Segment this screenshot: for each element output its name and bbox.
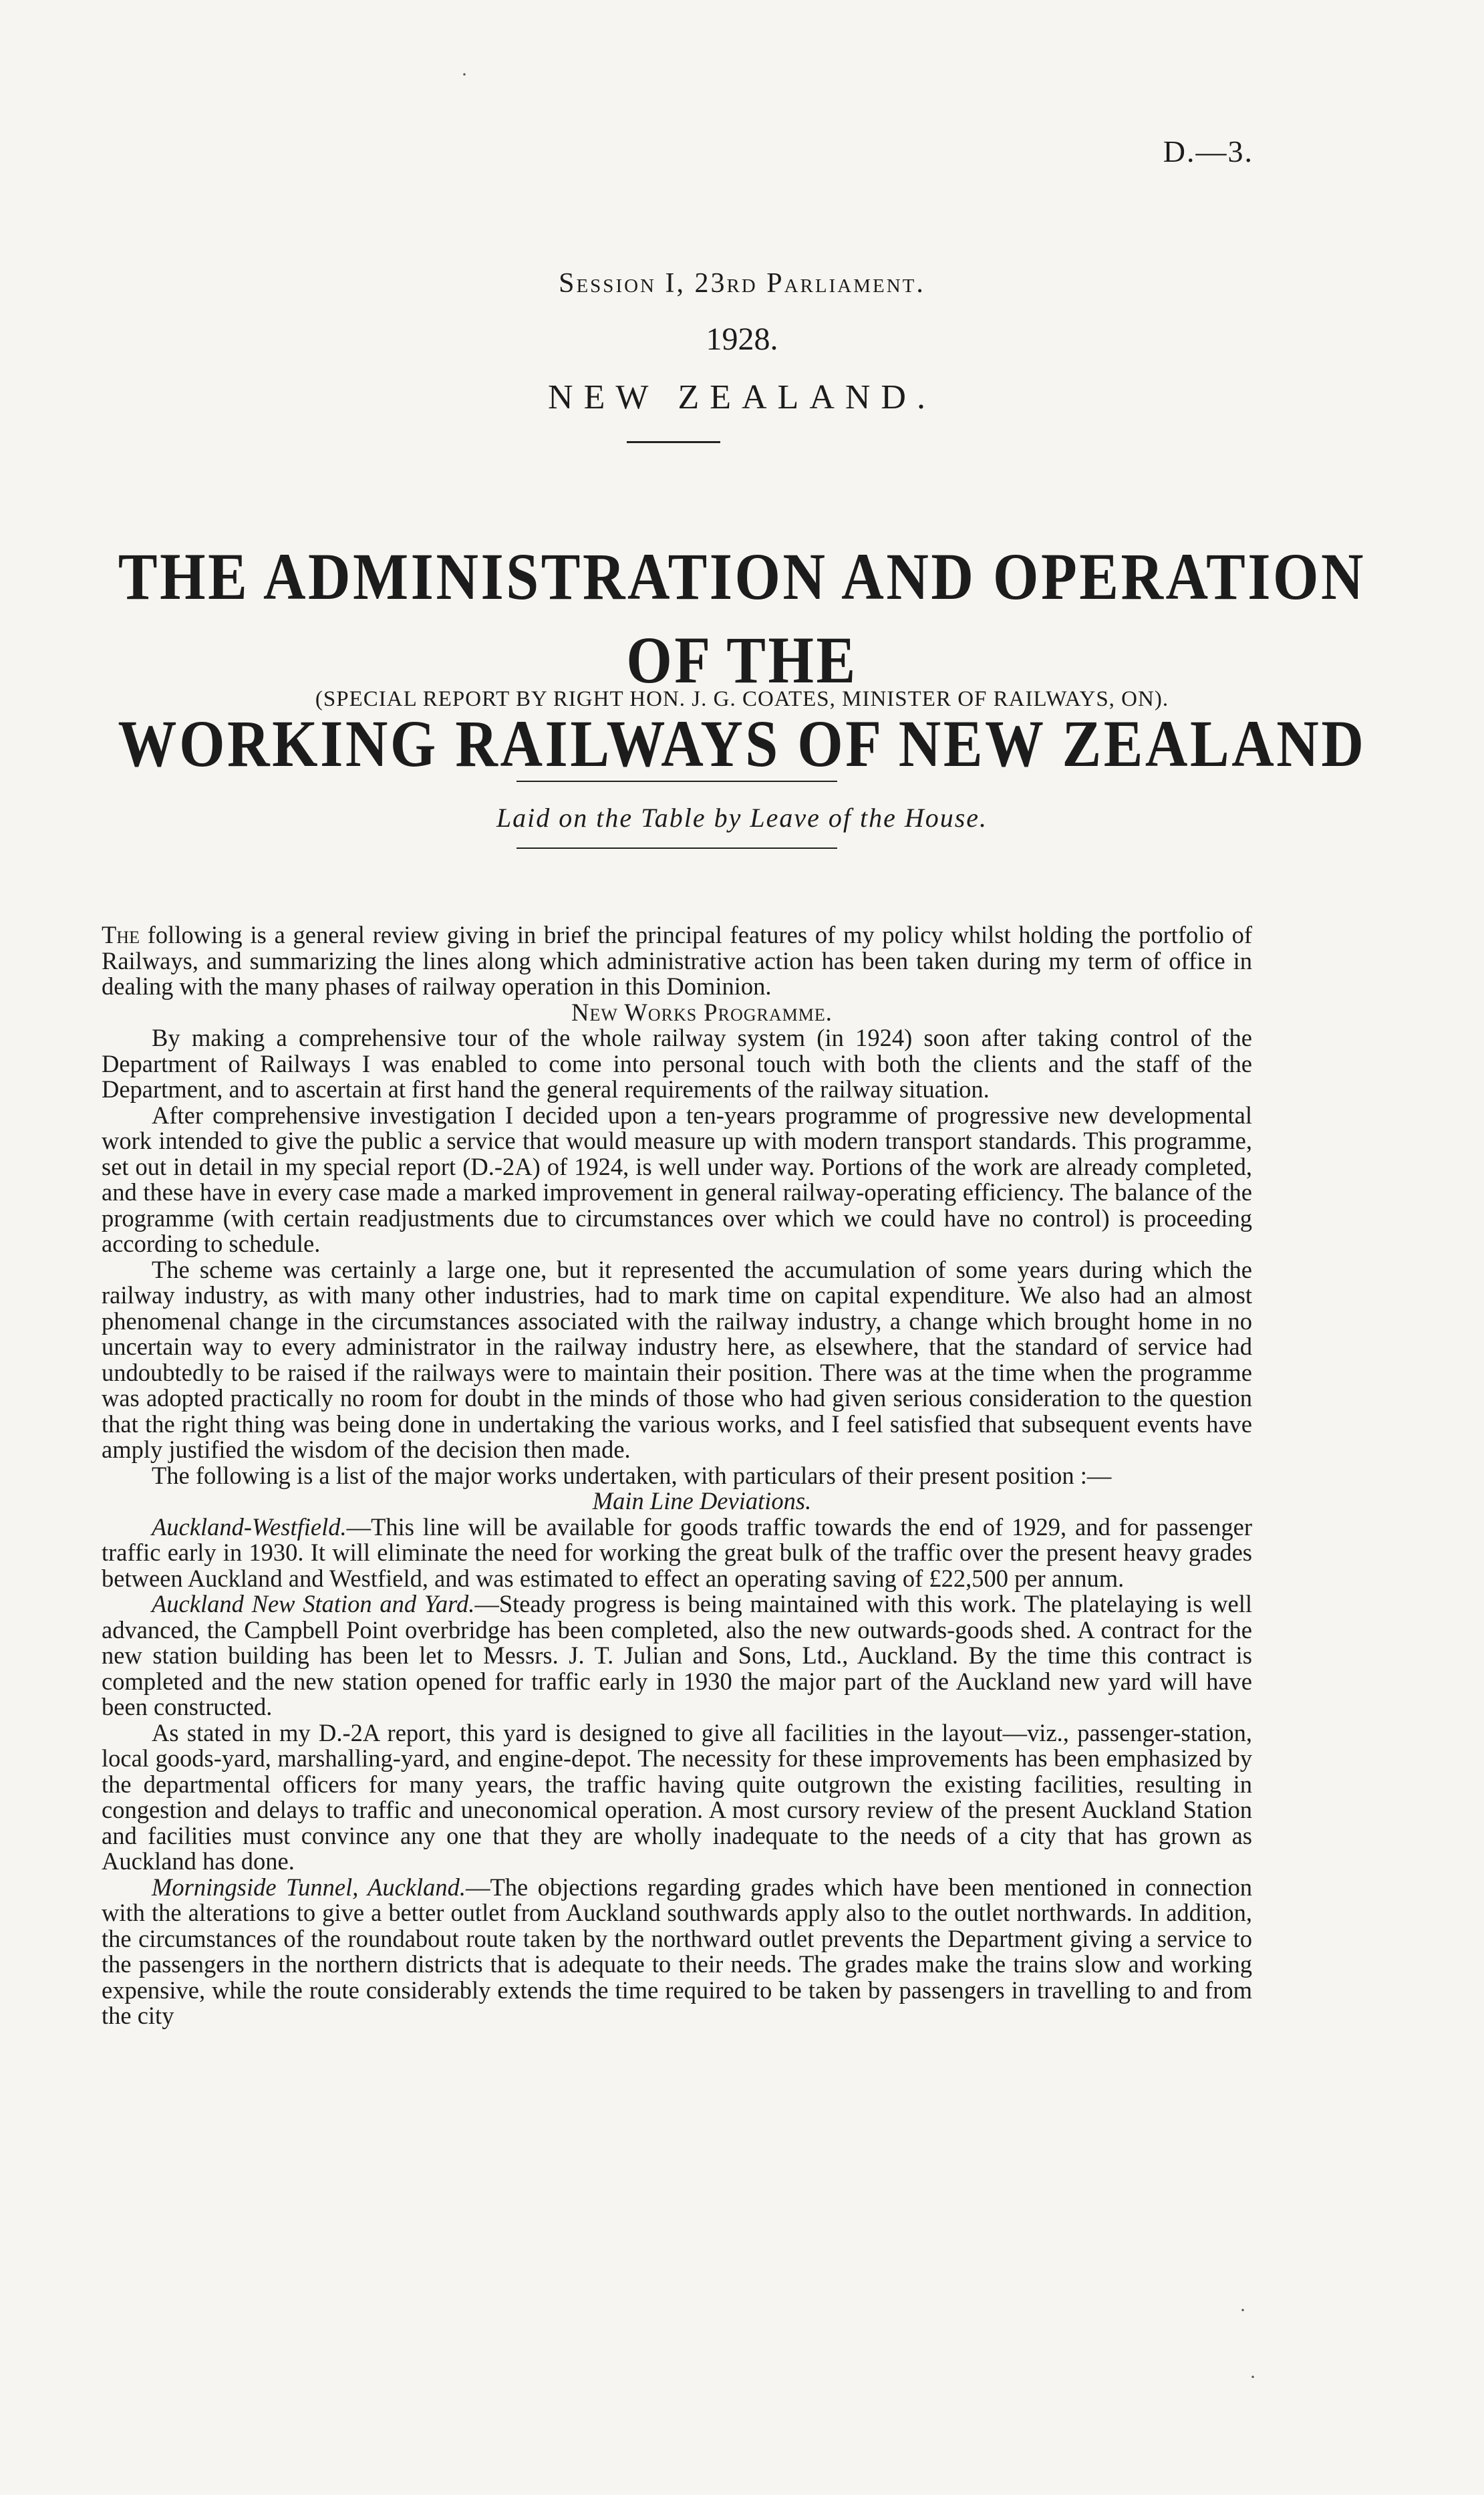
paragraph-lead: Auckland New Station and Yard. <box>152 1590 475 1617</box>
header-rule <box>627 441 720 443</box>
paragraph: After comprehensive investigation I decided upon a ten-years programme of progressive new developmental work intended to give the public a service that would measure up with modern transport standards. This programme, set out in detail in my special report (D.-2A) of 1924, is well under way. Portions of the work are already completed, and these have in every case made a marked improvement in general railway-operating efficiency. The balance of the programme (with certain readjustments due to circumstances over which we could have no control) is proceeding according to schedule. <box>102 1101 1252 1257</box>
country-line: NEW ZEALAND. <box>548 378 936 416</box>
paragraph <box>102 1875 1252 2029</box>
document-subtitle: (SPECIAL REPORT BY RIGHT HON. J. G. COATES, MINISTER OF RAILWAYS, ON). <box>315 687 1169 711</box>
scan-speck: · <box>1249 2366 1256 2388</box>
page-reference: D.—3. <box>1163 134 1253 168</box>
paragraph-intro <box>102 922 1252 1000</box>
laid-on-table-line: Laid on the Table by Leave of the House. <box>496 803 988 833</box>
paragraph: The following is a list of the major works undertaken, with particulars of their present position :— <box>152 1461 1112 1489</box>
scan-speck: · <box>461 63 468 86</box>
year-line: 1928. <box>706 321 778 357</box>
document-title <box>89 535 1394 785</box>
laid-rule-top <box>516 781 837 782</box>
paragraph-text: —The objections regarding grades which have been mentioned in connection with the alterations to give a better outlet from Auckland southwards apply also to the outlet northwards. In addition, the circumstances of the roundabout route taken by the northward outlet prevents the Department giving a service to the passengers in the northern districts that is adequate to their needs. The grades make the trains slow and working expensive, while the route considerably extends the time required to be taken by passengers in travelling to and from the city <box>102 1873 1252 2029</box>
intro-text: following is a general review giving in brief the principal features of my policy whilst holding the portfolio of Railways, and summarizing the lines along which administrative action has been taken during my term of office in dealing with the many phases of railway operation in this Dominion. <box>102 921 1252 1000</box>
paragraph: The scheme was certainly a large one, but it represented the accumulation of some years during which the railway industry, as with many other industries, had to mark time on capital expenditure. We also had an almost phenomenal change in the circumstances associated with the railway industry, a change which brought home in no uncertain way to every administrator in the railway industry here, as elsewhere, that the standard of service had undoubtedly to be raised if the railways were to maintain their position. There was at the time when the programme was adopted practically no room for doubt in the minds of those who had given serious consideration to the question that the right thing was being done in undertaking the various works, and I feel satisfied that subsequent events have amply justified the wisdom of the decision then made. <box>102 1255 1252 1463</box>
paragraph-text: —Steady progress is being maintained with this work. The platelaying is well advanced, the Campbell Point overbridge has been completed, also the new outwards-goods shed. A contract for the new station building has been let to Messrs. J. T. Julian and Sons, Ltd., Auckland. By the time this contract is completed and the new station opened for traffic early in 1930 the major part of the Auckland new yard will have been constructed. <box>102 1590 1252 1720</box>
section-heading: New Works Programme. <box>571 998 833 1026</box>
paragraph-lead: Auckland-Westfield. <box>152 1513 347 1541</box>
scan-speck: · <box>1239 2299 1246 2321</box>
paragraph: By making a comprehensive tour of the whole railway system (in 1924) soon after taking control of the Department of Railways I was enabled to come into personal touch with both the clients and the staff of the Department, and to ascertain at first hand the general requirements of the railway situation. <box>102 1024 1252 1103</box>
laid-rule-bottom <box>516 847 837 849</box>
title-line-1: THE ADMINISTRATION AND OPERATION OF THE <box>118 539 1366 697</box>
session-line: Session I, 23rd Parliament. <box>559 268 925 299</box>
title-line-2: WORKING RAILWAYS OF NEW ZEALAND <box>118 706 1366 781</box>
paragraph <box>102 1515 1252 1592</box>
report-body <box>102 922 1252 2029</box>
paragraph <box>102 1591 1252 1720</box>
intro-lead-word: The <box>102 921 140 948</box>
paragraph-lead: Morningside Tunnel, Auckland. <box>152 1873 466 1901</box>
subsection-heading: Main Line Deviations. <box>592 1487 812 1515</box>
paragraph-text: —This line will be available for goods traffic towards the end of 1929, and for passenger traffic early in 1930. It will eliminate the need for working the great bulk of the traffic over the present heavy grades between Auckland and Westfield, and was estimated to effect an operating saving of £22,500 per annum. <box>102 1513 1252 1592</box>
paragraph: As stated in my D.-2A report, this yard is designed to give all facilities in the layout—viz., passenger-station, local goods-yard, marshalling-yard, and engine-depot. The necessity for these improvements has been emphasized by the departmental officers for many years, the traffic having quite outgrown the existing facilities, resulting in congestion and delays to traffic and uneconomical operation. A most cursory review of the present Auckland Station and facilities must convince any one that they are wholly inadequate to the needs of a city that has grown as Auckland has done. <box>102 1718 1252 1875</box>
